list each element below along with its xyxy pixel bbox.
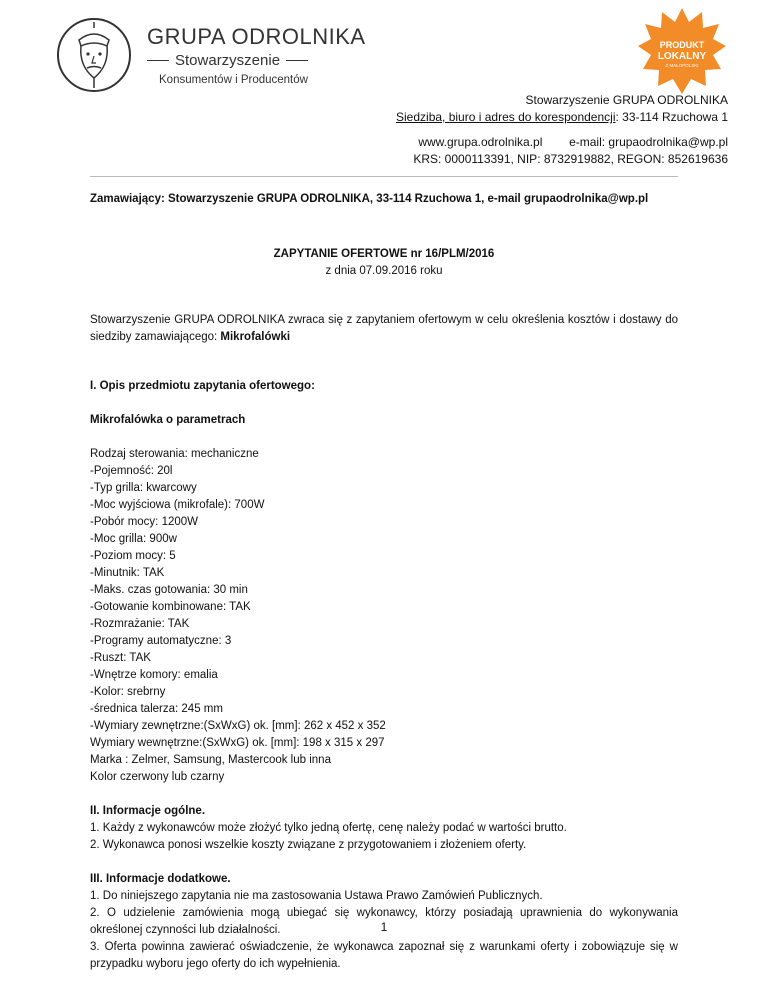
document-body <box>90 188 678 973</box>
intro-paragraph <box>90 312 678 346</box>
section3-item: 3. Oferta powinna zawierać oświadczenie, że wykonawca zapoznał się z warunkami oferty i zobowiązuje się w przypadku wyboru jego oferty do ich wypełnienia. <box>90 941 678 970</box>
section3-item: 1. Do niniejszego zapytania nie ma zastosowania Ustawa Prawo Zamówień Publicznych. <box>90 890 543 902</box>
logo-subtitle-text: Stowarzyszenie <box>175 52 281 69</box>
spec-item: -Ruszt: TAK <box>90 652 151 664</box>
spec-item: -Moc grilla: 900w <box>90 533 177 545</box>
badge-line-1: PRODUKT <box>659 40 705 50</box>
spec-list <box>90 446 678 786</box>
spec-item: -Rozmrażanie: TAK <box>90 618 190 630</box>
intro-text: Stowarzyszenie GRUPA ODROLNIKA zwraca się z zapytaniem ofertowym w celu określenia kosztów i dostawy do siedziby zamawiającego: <box>90 314 678 343</box>
org-name: Stowarzyszenie GRUPA ODROLNIKA <box>525 93 728 107</box>
email-link[interactable]: e-mail: grupaodrolnika@wp.pl <box>569 135 728 149</box>
section1-subheading: Mikrofalówka o parametrach <box>90 414 246 426</box>
orderer-line: Zamawiający: Stowarzyszenie GRUPA ODROLNIKA, 33-114 Rzuchowa 1, e-mail grupaodrolnika@wp.pl <box>90 193 649 205</box>
spec-item: -Pobór mocy: 1200W <box>90 516 199 528</box>
section3-heading: III. Informacje dodatkowe. <box>90 873 231 885</box>
divider-line <box>286 60 308 62</box>
spec-item: -Wnętrze komory: emalia <box>90 669 218 681</box>
organization-logo <box>55 16 366 96</box>
organization-address <box>396 92 728 168</box>
divider-line <box>147 60 169 62</box>
spec-item: -Gotowanie kombinowane: TAK <box>90 601 251 613</box>
spec-item: -Pojemność: 20l <box>90 465 173 477</box>
section2-heading: II. Informacje ogólne. <box>90 805 206 817</box>
spec-item: -Typ grilla: kwarcowy <box>90 482 197 494</box>
spec-item: Marka : Zelmer, Samsung, Mastercook lub inna <box>90 754 331 766</box>
website-link[interactable]: www.grupa.odrolnika.pl <box>418 135 543 149</box>
logo-title: GRUPA ODROLNIKA <box>147 24 366 49</box>
header-divider <box>90 176 678 177</box>
section1-heading: I. Opis przedmiotu zapytania ofertowego: <box>90 380 315 392</box>
spec-item: -Programy automatyczne: 3 <box>90 635 232 647</box>
logo-subtitle <box>147 52 308 69</box>
spec-item: Rodzaj sterowania: mechaniczne <box>90 448 259 460</box>
spec-item: -Maks. czas gotowania: 30 min <box>90 584 248 596</box>
spec-item: Wymiary wewnętrzne:(SxWxG) ok. [mm]: 198 x 315 x 297 <box>90 737 385 749</box>
spec-item: -Wymiary zewnętrzne:(SxWxG) ok. [mm]: 262 x 452 x 352 <box>90 720 386 732</box>
section2-item: 1. Każdy z wykonawców może złożyć tylko jedną ofertę, cenę należy podać w wartości brutto. <box>90 822 567 834</box>
spec-item: -Poziom mocy: 5 <box>90 550 176 562</box>
logo-tagline: Konsumentów i Producentów <box>159 74 308 86</box>
local-product-badge <box>636 6 728 98</box>
page-number: 1 <box>380 920 388 934</box>
farmer-face-icon <box>55 16 133 94</box>
address-line <box>396 109 728 126</box>
section3-item: 2. O udzielenie zamówienia mogą ubiegać się wykonawcy, którzy posiadają uprawnienia do wykonywania określonej czynności lub działalności. <box>90 907 678 936</box>
document-title: ZAPYTANIE OFERTOWE nr 16/PLM/2016 <box>273 248 495 260</box>
intro-subject: Mikrofalówki <box>220 331 291 343</box>
spec-item: Kolor czerwony lub czarny <box>90 771 225 783</box>
address-label: Siedziba, biuro i adres do korespondencji <box>396 110 616 124</box>
spec-item: -Kolor: srebrny <box>90 686 166 698</box>
contact-line <box>396 134 728 151</box>
registry-line: KRS: 0000113391, NIP: 8732919882, REGON: 852619636 <box>413 152 728 166</box>
address-value: : 33-114 Rzuchowa 1 <box>615 110 728 124</box>
spec-item: -Minutnik: TAK <box>90 567 165 579</box>
section2-item: 2. Wykonawca ponosi wszelkie koszty związane z przygotowaniem i złożeniem oferty. <box>90 839 527 851</box>
spec-item: -Moc wyjściowa (mikrofale): 700W <box>90 499 265 511</box>
badge-line-2: LOKALNY <box>657 51 707 62</box>
badge-line-3: Z MAŁOPOLSKI <box>665 63 699 68</box>
spec-item: -średnica talerza: 245 mm <box>90 703 223 715</box>
document-date: z dnia 07.09.2016 roku <box>325 265 443 277</box>
